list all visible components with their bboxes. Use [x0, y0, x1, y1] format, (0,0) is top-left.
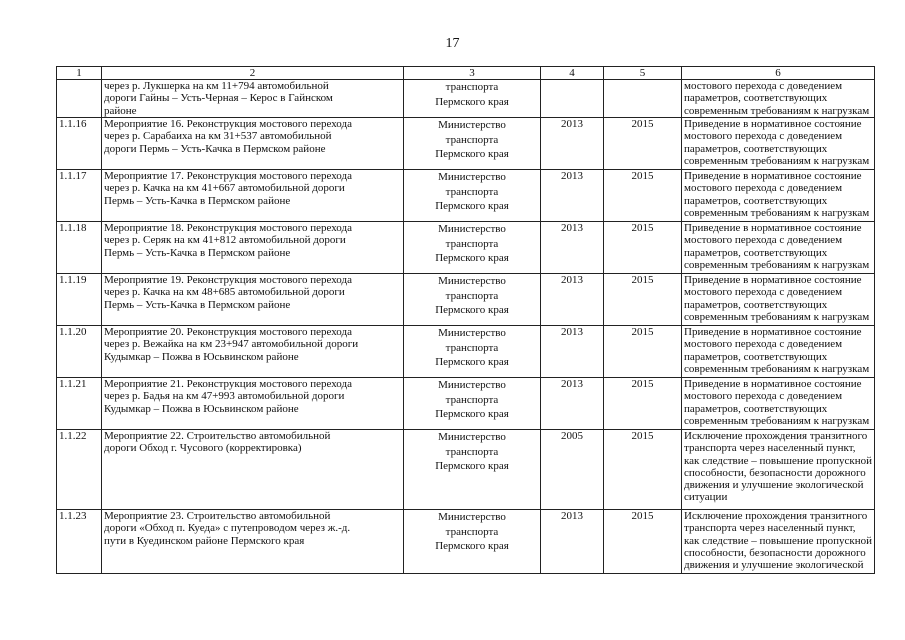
- table-row: [57, 118, 875, 170]
- table-row: [57, 222, 875, 274]
- end-year: 2015: [604, 170, 682, 222]
- column-header-row: [57, 67, 875, 80]
- start-year: 2013: [541, 170, 604, 222]
- executor-name: Министерство транспорта Пермского края: [404, 118, 541, 170]
- row-number: 1.1.20: [57, 326, 102, 378]
- end-year: 2015: [604, 378, 682, 430]
- start-year: 2013: [541, 118, 604, 170]
- end-year: 2015: [604, 326, 682, 378]
- expected-result: Приведение в нормативное состояние мостового перехода с доведением параметров, соответствующих современным требованиям к нагрузкам: [682, 274, 875, 326]
- row-number: 1.1.17: [57, 170, 102, 222]
- expected-result: Приведение в нормативное состояние мостового перехода с доведением параметров, соответствующих современным требованиям к нагрузкам: [682, 222, 875, 274]
- table-row: [57, 510, 875, 574]
- expected-result: Приведение в нормативное состояние мостового перехода с доведением параметров, соответствующих современным требованиям к нагрузкам: [682, 326, 875, 378]
- executor-name: Министерство транспорта Пермского края: [404, 510, 541, 574]
- executor-name: Министерство транспорта Пермского края: [404, 326, 541, 378]
- start-year: 2013: [541, 326, 604, 378]
- activity-name: через р. Лукшерка на км 11+794 автомобильной дороги Гайны – Усть-Черная – Керос в Гайнском районе: [102, 80, 404, 118]
- end-year: 2015: [604, 430, 682, 510]
- table-row: [57, 274, 875, 326]
- activities-table: [56, 66, 875, 574]
- column-header: 5: [604, 67, 682, 80]
- expected-result: Исключение прохождения транзитного транспорта через населенный пункт, как следствие – повышение пропускной способности, безопасности дорожного движения и улучшение экологической ситуации: [682, 430, 875, 510]
- row-number: 1.1.16: [57, 118, 102, 170]
- activity-name: Мероприятие 16. Реконструкция мостового перехода через р. Сарабаиха на км 31+537 автомобильной дороги Пермь – Усть-Качка в Пермском районе: [102, 118, 404, 170]
- end-year: 2015: [604, 118, 682, 170]
- expected-result: Приведение в нормативное состояние мостового перехода с доведением параметров, соответствующих современным требованиям к нагрузкам: [682, 170, 875, 222]
- row-number: 1.1.19: [57, 274, 102, 326]
- executor-name: транспорта Пермского края: [404, 80, 541, 118]
- executor-name: Министерство транспорта Пермского края: [404, 222, 541, 274]
- table-row: [57, 430, 875, 510]
- end-year: 2015: [604, 222, 682, 274]
- activity-name: Мероприятие 19. Реконструкция мостового перехода через р. Качка на км 48+685 автомобильной дороги Пермь – Усть-Качка в Пермском районе: [102, 274, 404, 326]
- table-row: [57, 326, 875, 378]
- executor-name: Министерство транспорта Пермского края: [404, 274, 541, 326]
- start-year: 2005: [541, 430, 604, 510]
- table-row: [57, 170, 875, 222]
- row-number: [57, 80, 102, 118]
- activity-name: Мероприятие 22. Строительство автомобильной дороги Обход г. Чусового (корректировка): [102, 430, 404, 510]
- activity-name: Мероприятие 18. Реконструкция мостового перехода через р. Серяк на км 41+812 автомобильной дороги Пермь – Усть-Качка в Пермском районе: [102, 222, 404, 274]
- row-number: 1.1.21: [57, 378, 102, 430]
- start-year: 2013: [541, 222, 604, 274]
- expected-result: мостового перехода с доведением параметров, соответствующих современным требованиям к нагрузкам: [682, 80, 875, 118]
- start-year: 2013: [541, 378, 604, 430]
- start-year: [541, 80, 604, 118]
- activity-name: Мероприятие 20. Реконструкция мостового перехода через р. Вежайка на км 23+947 автомобильной дороги Кудымкар – Пожва в Юсьвинском районе: [102, 326, 404, 378]
- start-year: 2013: [541, 510, 604, 574]
- column-header: 4: [541, 67, 604, 80]
- row-number: 1.1.22: [57, 430, 102, 510]
- executor-name: Министерство транспорта Пермского края: [404, 430, 541, 510]
- column-header: 6: [682, 67, 875, 80]
- column-header: 3: [404, 67, 541, 80]
- column-header: 2: [102, 67, 404, 80]
- activity-name: Мероприятие 17. Реконструкция мостового перехода через р. Качка на км 41+667 автомобильной дороги Пермь – Усть-Качка в Пермском районе: [102, 170, 404, 222]
- page-number: 17: [445, 36, 460, 51]
- start-year: 2013: [541, 274, 604, 326]
- executor-name: Министерство транспорта Пермского края: [404, 170, 541, 222]
- activity-name: Мероприятие 21. Реконструкция мостового перехода через р. Бадья на км 47+993 автомобильной дороги Кудымкар – Пожва в Юсьвинском районе: [102, 378, 404, 430]
- end-year: [604, 80, 682, 118]
- table-row: [57, 80, 875, 118]
- expected-result: Приведение в нормативное состояние мостового перехода с доведением параметров, соответствующих современным требованиям к нагрузкам: [682, 118, 875, 170]
- expected-result: Исключение прохождения транзитного транспорта через населенный пункт, как следствие – повышение пропускной способности, безопасности дорожного движения и улучшение экологической: [682, 510, 875, 574]
- expected-result: Приведение в нормативное состояние мостового перехода с доведением параметров, соответствующих современным требованиям к нагрузкам: [682, 378, 875, 430]
- end-year: 2015: [604, 510, 682, 574]
- row-number: 1.1.23: [57, 510, 102, 574]
- end-year: 2015: [604, 274, 682, 326]
- activity-name: Мероприятие 23. Строительство автомобильной дороги «Обход п. Куеда» с путепроводом через ж.-д. пути в Куединском районе Пермского края: [102, 510, 404, 574]
- column-header: 1: [57, 67, 102, 80]
- table-row: [57, 378, 875, 430]
- row-number: 1.1.18: [57, 222, 102, 274]
- executor-name: Министерство транспорта Пермского края: [404, 378, 541, 430]
